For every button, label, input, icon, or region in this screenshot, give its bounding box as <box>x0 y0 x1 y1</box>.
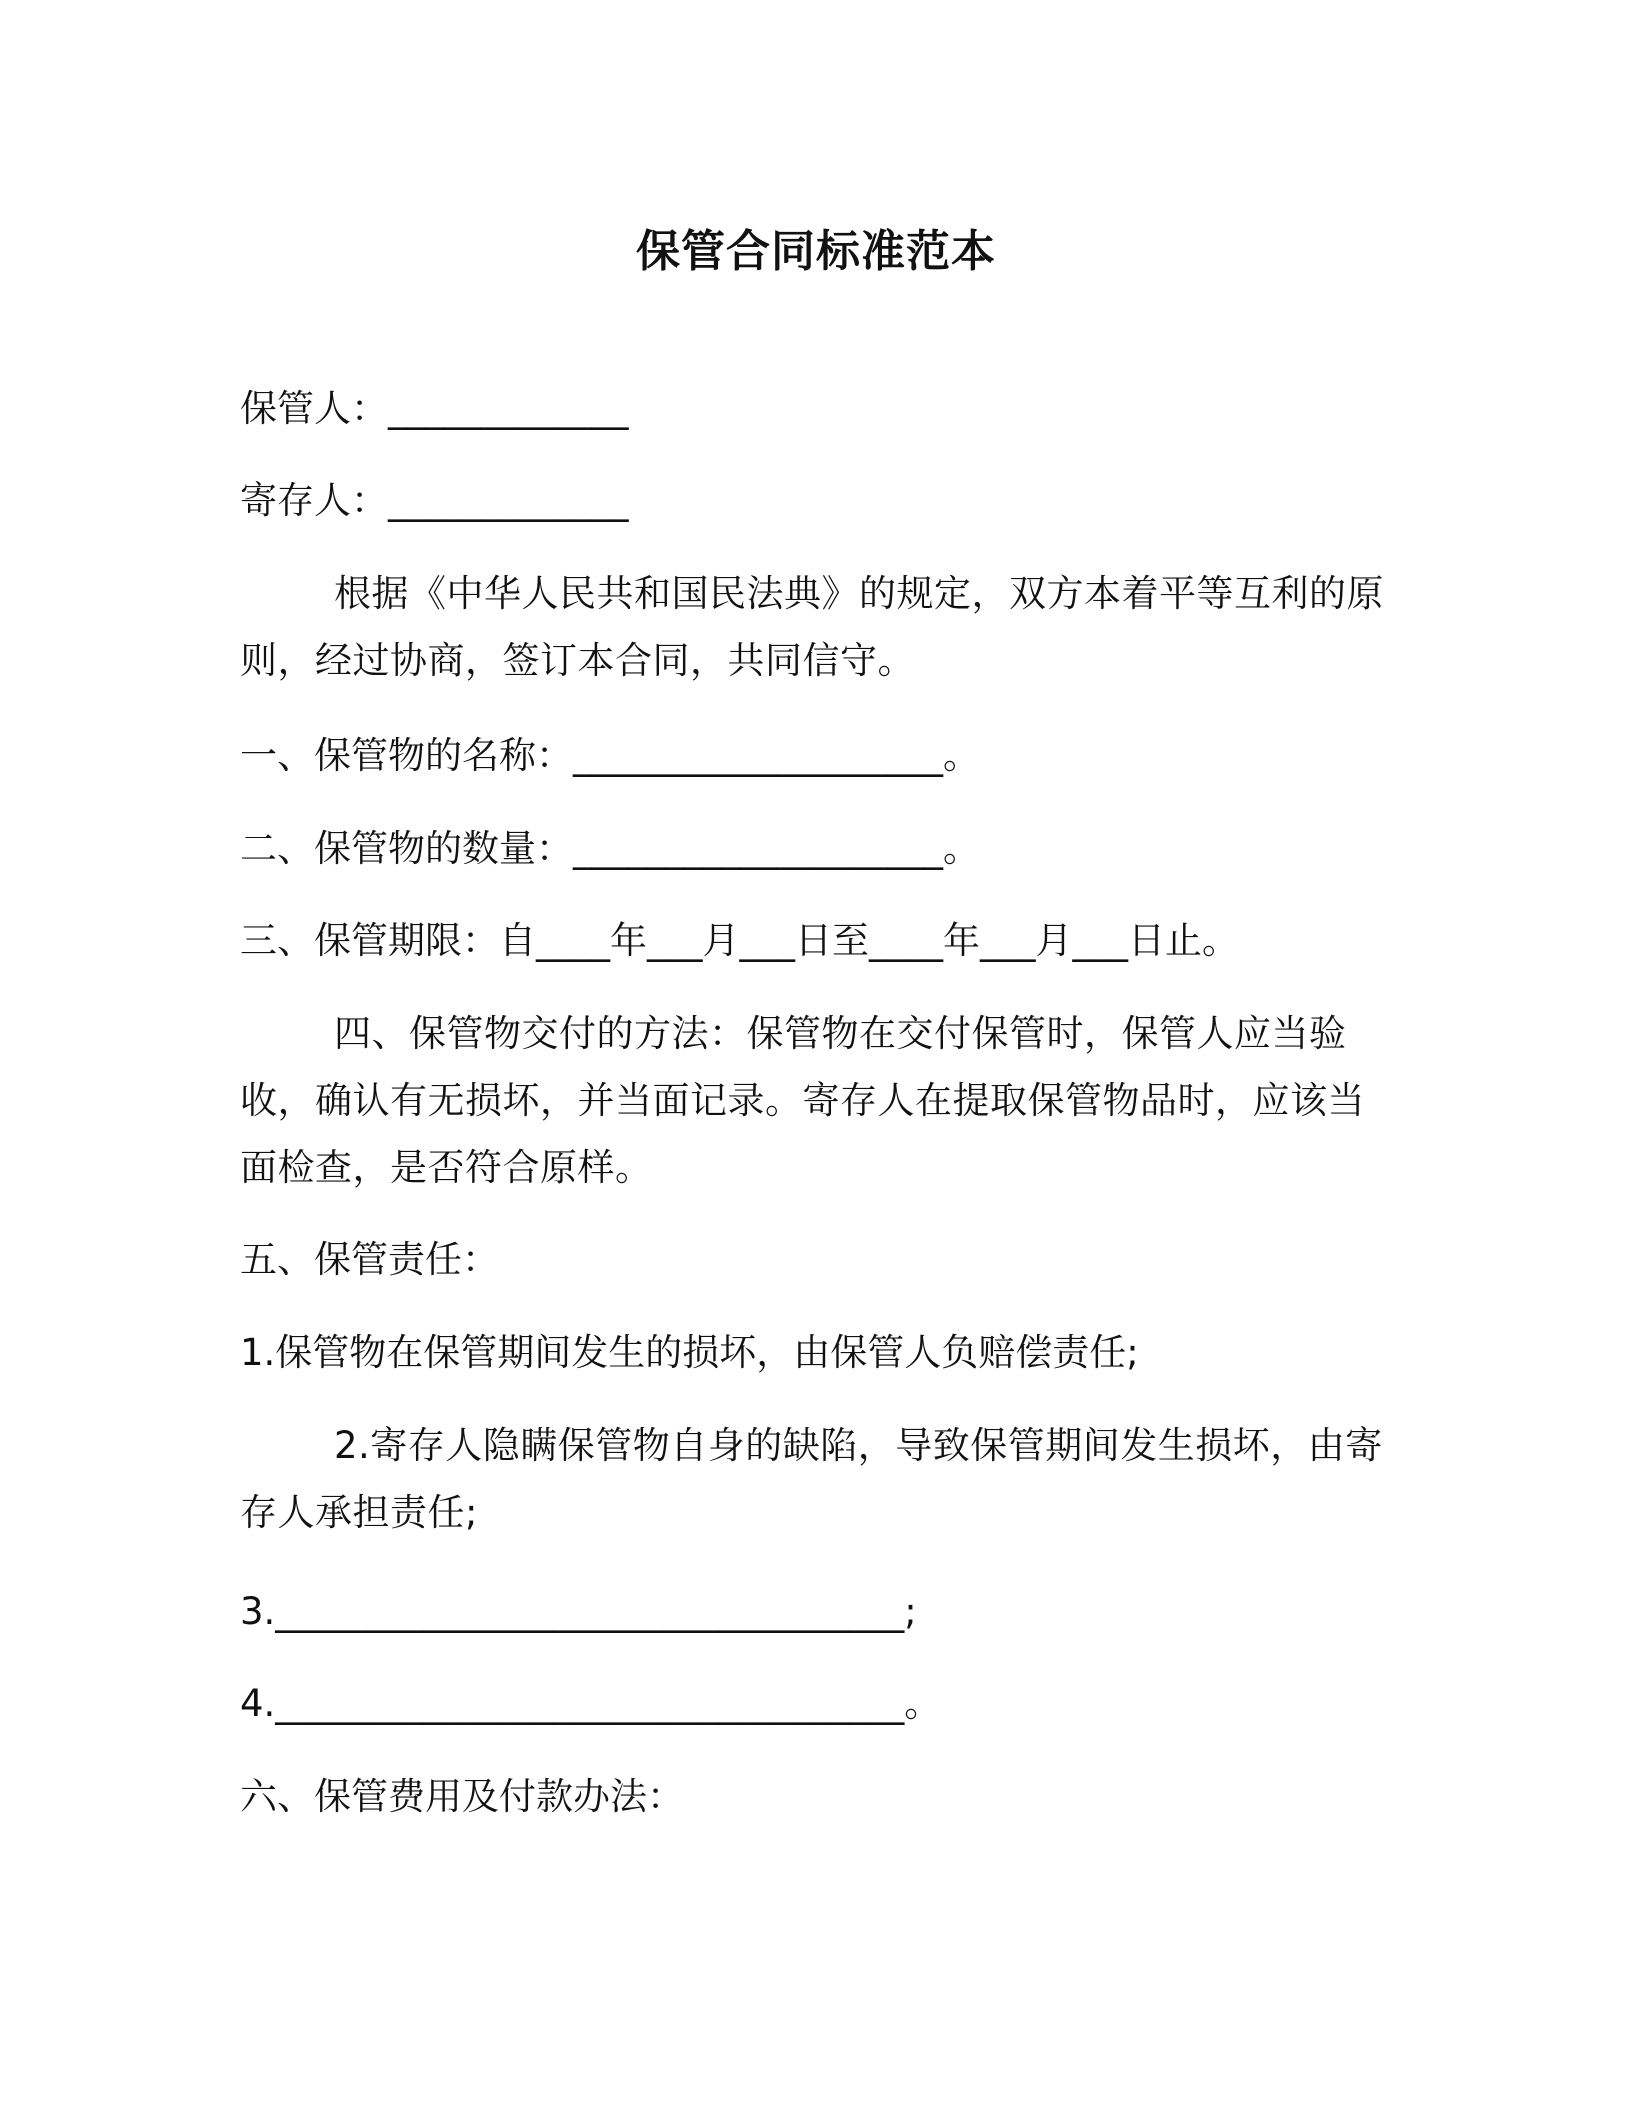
clause-6-heading: 六、保管费用及付款办法： <box>240 1775 684 1818</box>
preamble-paragraph: 根据《中华人民共和国民法典》的规定，双方本着平等互利的原则，经过协商，签订本合同，共同信守。 <box>240 572 1384 682</box>
depositor-line: 寄存人：_____________ <box>240 479 629 522</box>
custodian-line: 保管人：_____________ <box>240 387 629 430</box>
clause-5-item-4: 4.__________________________________。 <box>240 1682 942 1725</box>
clause-5-item-1: 1.保管物在保管期间发生的损坏，由保管人负赔偿责任; <box>240 1331 1139 1374</box>
clause-4-delivery-method: 四、保管物交付的方法：保管物在交付保管时，保管人应当验收，确认有无损坏，并当面记录。寄存人在提取保管物品时，应该当面检查，是否符合原样。 <box>240 1012 1365 1189</box>
document-title: 保管合同标准范本 <box>636 226 996 277</box>
clause-5-item-3: 3.__________________________________; <box>240 1590 917 1633</box>
clause-3-storage-period: 三、保管期限：自____年___月___日至____年___月___日止。 <box>240 919 1239 962</box>
clause-5-heading: 五、保管责任： <box>240 1238 499 1281</box>
clause-2-item-quantity: 二、保管物的数量：____________________。 <box>240 827 980 870</box>
clause-1-item-name: 一、保管物的名称：____________________。 <box>240 734 980 777</box>
clause-5-item-2: 2.寄存人隐瞒保管物自身的缺陷，导致保管期间发生损坏，由寄存人承担责任; <box>240 1424 1383 1534</box>
